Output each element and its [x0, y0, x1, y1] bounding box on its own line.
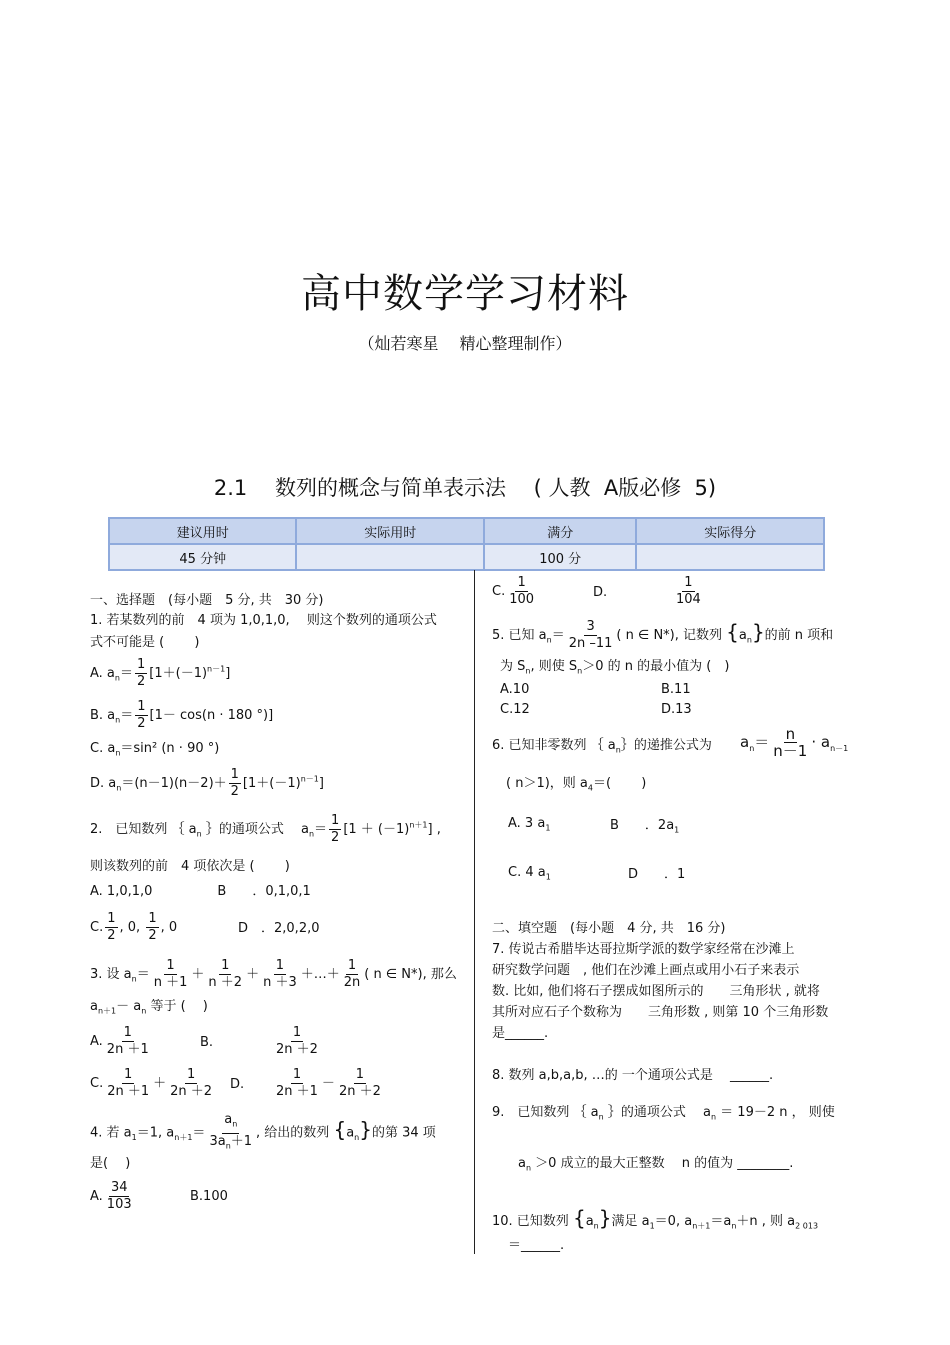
table-cell	[636, 544, 824, 570]
table-cell	[296, 544, 483, 570]
q3-stem-2: $a_{n+1}- a_n$ 等于 ( )	[90, 999, 208, 1016]
q5-option-c: C.12	[500, 702, 530, 717]
q3-option-b-label: B.	[200, 1035, 214, 1050]
q4-option-d-label: D.	[593, 585, 608, 600]
q4-stem-2: 是( )	[90, 1156, 131, 1171]
part1-heading: 一、选择题 (每小题 5 分, 共 30 分)	[90, 593, 324, 608]
q1-option-b: B. $a_n=$ $\frac{1}{2}$ [1－ cos(n · 180 °)]	[90, 699, 274, 731]
q9-line1: 9. 已知数列 ｛ $a_n$ ｝的通项公式 $a_n = 19-2$ n ， 则使	[492, 1105, 835, 1122]
q3-option-b: $\frac{1}{2n +2}$	[276, 1025, 318, 1057]
q5-stem: 5. 已知 $a_n=$ $\frac{3}{2n -11}$ ( n ∈ N*), 记数列 $\{a_n\}$的前 n 项和	[492, 619, 834, 651]
q1-stem-2: 式不可能是 ( )	[90, 635, 200, 650]
q2-stem-2: 则该数列的前 4 项依次是 ( )	[90, 859, 290, 874]
q5-stem-2: 为 $S_n$, 则使 $S_n>0$ 的 n 的最小值为 ( )	[500, 659, 730, 676]
table-header: 满分	[484, 518, 637, 544]
q1-stem: 1. 若某数列的前 4 项为 1,0,1,0, 则这个数列的通项公式	[90, 613, 437, 628]
q2-option-d: D ．2,0,2,0	[238, 921, 320, 936]
table-header: 实际用时	[296, 518, 483, 544]
q7-line3: 数. 比如, 他们将石子摆成如图所示的 三角形状 , 就将	[492, 984, 820, 999]
q1-option-d: D. $a_n=(n-1)(n-2)+$ $\frac{1}{2}$ $[1+(-1)^{n-1}]$	[90, 767, 324, 799]
q6-stem: 6. 已知非零数列 ｛ $a_n\}$的递推公式为	[492, 738, 712, 755]
q9-line2: $a_n >0$ 成立的最大正整数 n 的值为 ________.	[518, 1156, 794, 1173]
q3-stem: 3. 设 $a_n=$ $\frac{1}{n +1}$ ＋ $\frac{1}{n +2}$ ＋ $\frac{1}{n +3}$ ＋…＋ $\frac{1}{2n}$ ( n ∈ N*), 那么	[90, 958, 457, 990]
subtitle: （灿若寒星 精心整理制作）	[358, 334, 572, 353]
q3-option-a: A. $\frac{1}{2n +1}$	[90, 1025, 149, 1057]
section-title: 2.1 数列的概念与简单表示法 ( 人教 A版必修 5)	[213, 476, 717, 500]
q4-option-a: A. $\frac{34}{103}$	[90, 1180, 132, 1212]
column-divider	[474, 570, 475, 1254]
q6-option-b: B ．$2a_1$	[610, 818, 680, 835]
q4-option-b: B.100	[190, 1189, 228, 1204]
q6-option-c: C. 4 $a_1$	[508, 865, 551, 882]
part2-heading: 二、填空题 (每小题 4 分, 共 16 分)	[492, 921, 726, 936]
q6-stem-2: ( n＞1)，则 $a_4=$( )	[506, 776, 647, 793]
q1-option-a: A. $a_n=$ $\frac{1}{2}$ $[1+(-1)^{n-1}]$	[90, 657, 231, 689]
q6-option-a: A. 3 $a_1$	[508, 816, 551, 833]
info-table	[108, 517, 825, 571]
q7-line5: 是______.	[492, 1026, 549, 1041]
q6-formula: $a_n=$ $\frac{n}{n-1}$ · $a_{n-1}$	[740, 725, 849, 760]
q2-stem: 2. 已知数列 ｛ $a_n$ ｝的通项公式 $a_n=$ $\frac{1}{2}$ $[1 + (-1)^{n+1}]$ ,	[90, 813, 441, 845]
q2-option-c: C. $\frac{1}{2}$ , 0, $\frac{1}{2}$ , 0	[90, 911, 178, 943]
q10-line1: 10. 已知数列 $\{a_n\}$满足 $a_1=0$, $a_{n+1}=a_n+n$ , 则 $a_{2 013}$	[492, 1206, 819, 1231]
q5-option-a: A.10	[500, 682, 530, 697]
q3-option-d: $\frac{1}{2n +1}$ － $\frac{1}{2n +2}$	[276, 1067, 381, 1099]
q2-options-ab: A. 1,0,1,0 B ．0,1,0,1	[90, 884, 311, 899]
q4-option-d: $\frac{1}{104}$	[676, 575, 701, 607]
q5-option-b: B.11	[661, 682, 691, 697]
table-cell: 45 分钟	[109, 544, 296, 570]
q7-line4: 其所对应石子个数称为 三角形数 , 则第 10 个三角形数	[492, 1005, 829, 1020]
q4-stem: 4. 若 $a_1=1$, $a_{n+1}=$ $\frac{a_n}{3a_n+1}$ , 给出的数列 $\{a_n\}$的第 34 项	[90, 1112, 436, 1151]
q4-option-c: C. $\frac{1}{100}$	[492, 575, 535, 607]
q7-line2: 研究数学问题 , 他们在沙滩上画点或用小石子来表示	[492, 963, 800, 978]
q8: 8. 数列 a,b,a,b, …的 一个通项公式是 ______.	[492, 1068, 774, 1083]
q3-option-d-label: D.	[230, 1077, 245, 1092]
main-title: 高中数学学习材料	[301, 271, 629, 317]
q1-option-c: C. $a_n=\sin^2$ (n · 90 °)	[90, 741, 220, 758]
q5-option-d: D.13	[661, 702, 692, 717]
table-cell: 100 分	[484, 544, 637, 570]
table-header: 实际得分	[636, 518, 824, 544]
q10-line2: ＝______.	[508, 1238, 565, 1253]
q6-option-d: D ．1	[628, 867, 686, 882]
table-header: 建议用时	[109, 518, 296, 544]
q7-line1: 7. 传说古希腊毕达哥拉斯学派的数学家经常在沙滩上	[492, 942, 795, 957]
q3-option-c: C. $\frac{1}{2n +1}$ ＋ $\frac{1}{2n +2}$	[90, 1067, 213, 1099]
